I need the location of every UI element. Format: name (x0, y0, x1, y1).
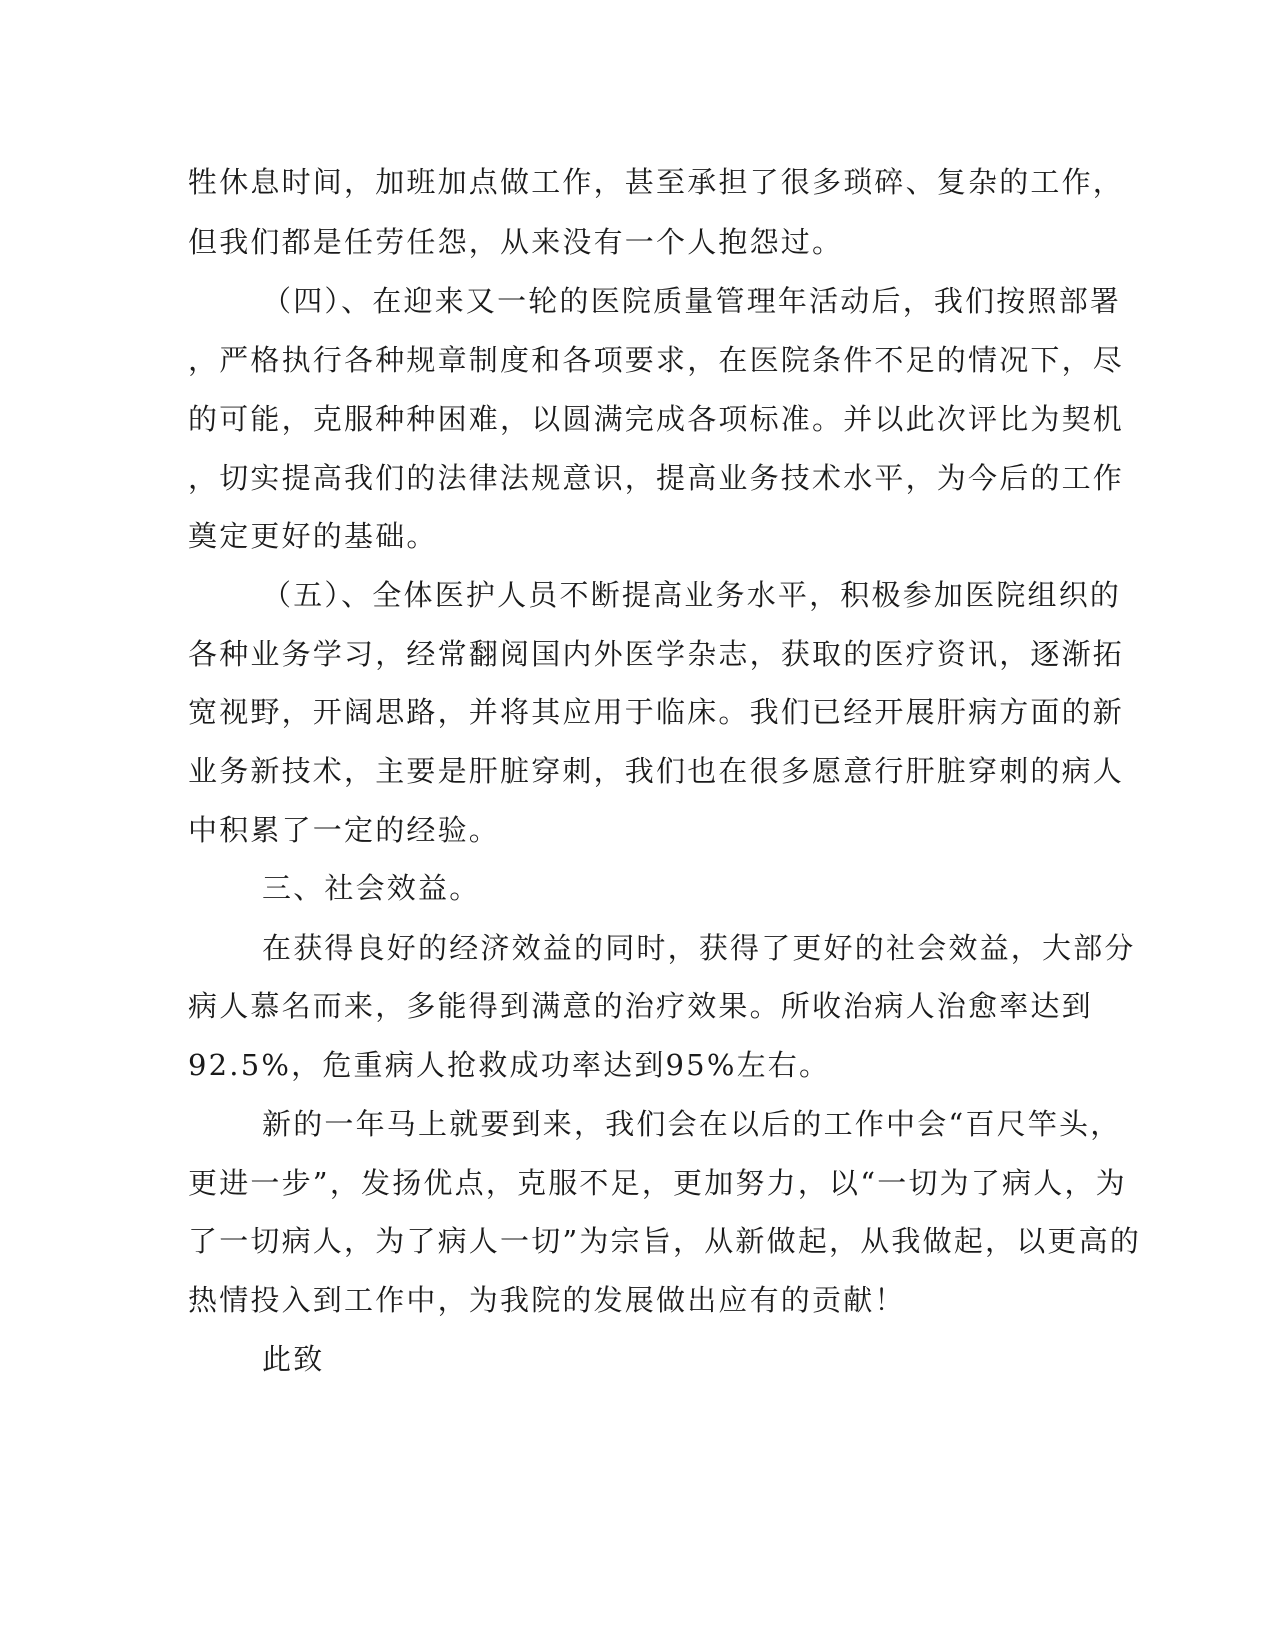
text-line: ，切实提高我们的法律法规意识，提高业务技术水平，为今后的工作 (188, 461, 1125, 495)
section-heading: 三、社会效益。 (262, 871, 481, 905)
text-line: 中积累了一定的经验。 (188, 813, 501, 847)
text-line: 更进一步”，发扬优点，克服不足，更加努力，以“一切为了病人，为 (188, 1166, 1127, 1200)
text-line: 了一切病人，为了病人一切”为宗旨，从新做起，从我做起，以更高的 (188, 1224, 1142, 1258)
text-line: 业务新技术，主要是肝脏穿刺，我们也在很多愿意行肝脏穿刺的病人 (188, 754, 1125, 788)
text-line: 的可能，克服种种困难，以圆满完成各项标准。并以此次评比为契机 (188, 402, 1125, 436)
paragraph-heading-5: （五）、全体医护人员不断提高业务水平，积极参加医院组织的 (262, 578, 1122, 612)
text-line: 在获得良好的经济效益的同时，获得了更好的社会效益，大部分 (262, 931, 1136, 965)
text-line: 宽视野，开阔思路，并将其应用于临床。我们已经开展肝病方面的新 (188, 695, 1125, 729)
text-line: 但我们都是任劳任怨，从来没有一个人抱怨过。 (188, 225, 844, 259)
text-line: 牲休息时间，加班加点做工作，甚至承担了很多琐碎、复杂的工作， (188, 165, 1125, 199)
closing-salutation: 此致 (262, 1342, 325, 1376)
text-line: 病人慕名而来，多能得到满意的治疗效果。所收治病人治愈率达到 (188, 989, 1093, 1023)
text-line: 奠定更好的基础。 (188, 519, 438, 553)
text-line: ，严格执行各种规章制度和各项要求，在医院条件不足的情况下，尽 (188, 343, 1125, 377)
text-line: 各种业务学习，经常翻阅国内外医学杂志，获取的医疗资讯，逐渐拓 (188, 637, 1125, 671)
text-line: 新的一年马上就要到来，我们会在以后的工作中会“百尺竿头， (262, 1107, 1122, 1141)
text-line: 92.5%，危重病人抢救成功率达到95%左右。 (188, 1048, 831, 1082)
text-line: 热情投入到工作中，为我院的发展做出应有的贡献！ (188, 1283, 906, 1317)
paragraph-heading-4: （四）、在迎来又一轮的医院质量管理年活动后，我们按照部署 (262, 284, 1122, 318)
